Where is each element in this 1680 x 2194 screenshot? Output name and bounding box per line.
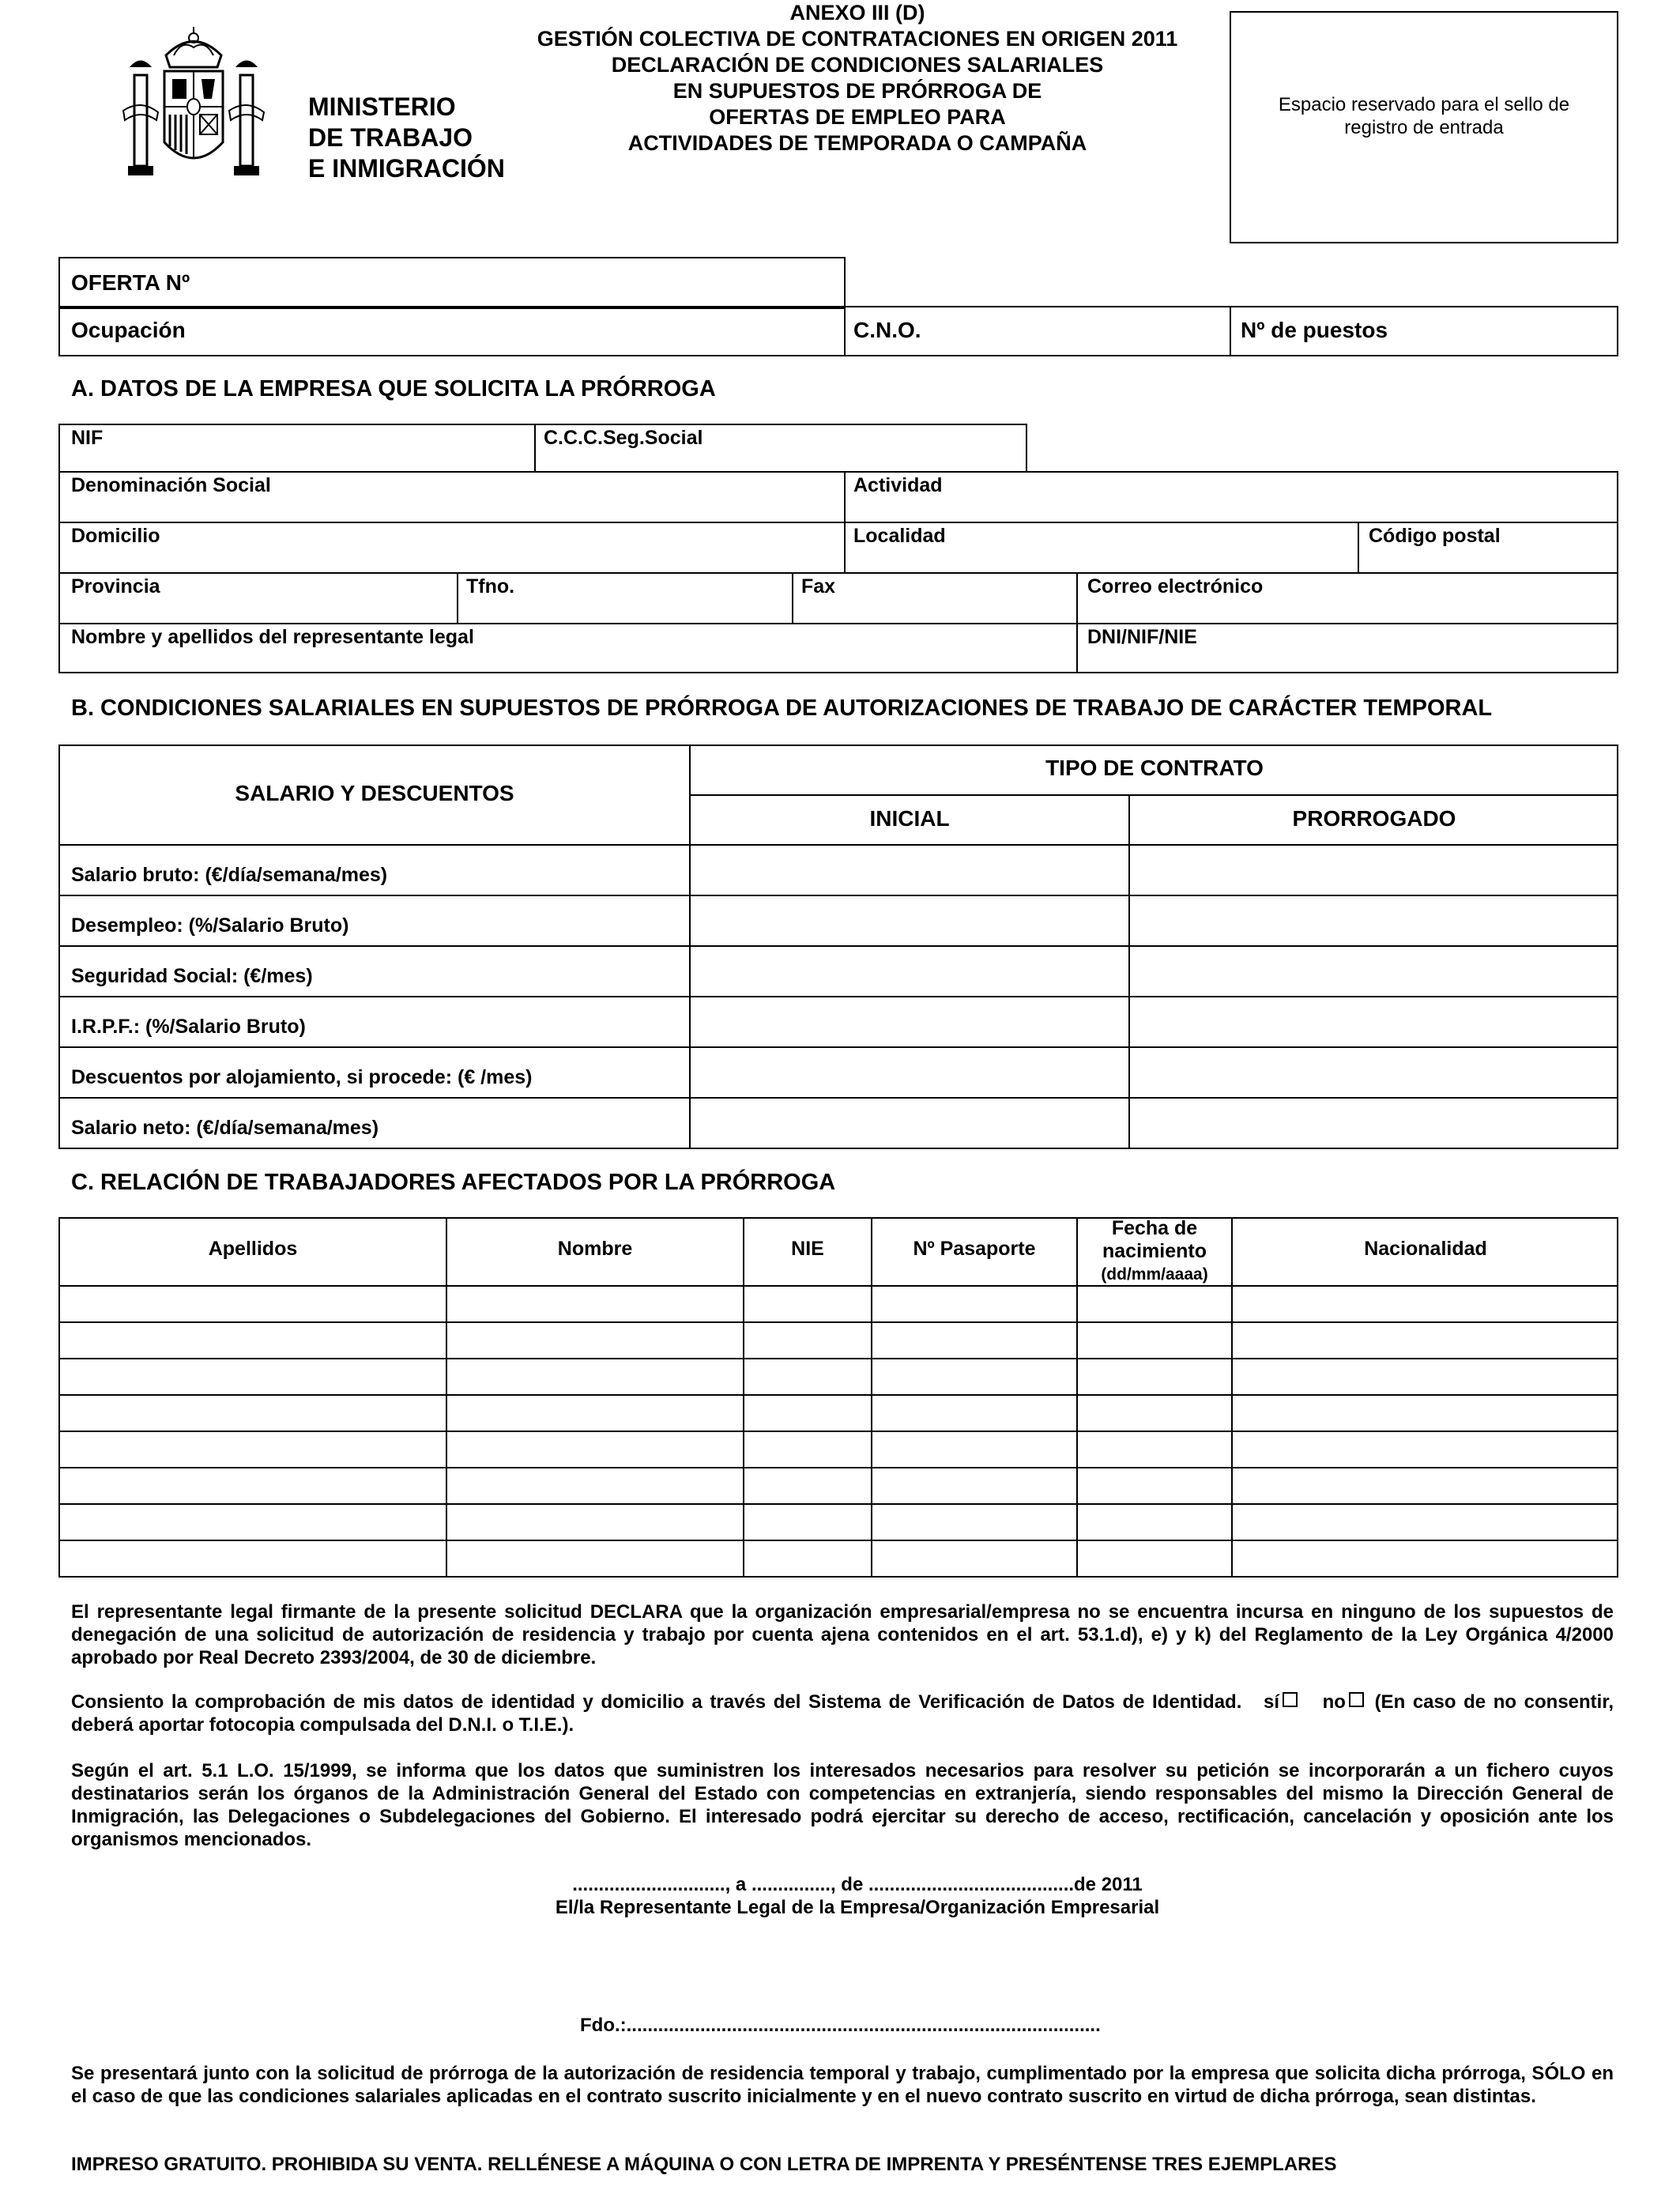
- correo-label: Correo electrónico: [1087, 575, 1264, 598]
- signature-fdo-line[interactable]: Fdo.:..........................................................................................: [580, 2015, 1101, 2036]
- nif-label: NIF: [71, 427, 104, 449]
- ministry-line-3: E INMIGRACIÓN: [308, 154, 505, 183]
- ocupacion-label: Ocupación: [71, 318, 186, 342]
- salary-row-label: Seguridad Social: (€/mes): [71, 965, 313, 987]
- consent-no-label: no: [1322, 1691, 1346, 1713]
- workers-table: [58, 1217, 1618, 1578]
- footer-note: Se presentará junto con la solicitud de prórroga de la autorización de residencia temporal y trabajo, cumplimentado por la empresa que solicita dicha prórroga, SÓLO en el caso de que las condiciones salariales aplicadas en el contrato suscrito inicialmente y en el nuevo contrato suscrito en virtud de dicha prórroga, sean distintas.: [71, 2063, 1614, 2107]
- title-line-2: GESTIÓN COLECTIVA DE CONTRATACIONES EN ORIGEN 2011: [537, 27, 1178, 51]
- dni-label: DNI/NIF/NIE: [1087, 626, 1197, 648]
- declaration-paragraph: El representante legal firmante de la presente solicitud DECLARA que la organización empresarial/empresa no se encuentra incursa en ninguno de los supuestos de denegación de una solicitud de autorización de residencia y trabajo por cuenta ajena contenidos en el art. 53.1.d), e) y k) del Reglamento de la Ley Orgánica 4/2000 aprobado por Real Decreto 2393/2004, de 30 de diciembre.: [71, 1601, 1614, 1668]
- consent-paragraph: [71, 1691, 1614, 1736]
- salary-row-label: Descuentos por alojamiento, si procede: (€ /mes): [71, 1066, 533, 1088]
- salary-row-label: Salario neto: (€/día/semana/mes): [71, 1117, 379, 1139]
- col-pasaporte: Nº Pasaporte: [913, 1238, 1036, 1260]
- col-nie: NIE: [791, 1238, 824, 1260]
- oferta-field[interactable]: [58, 257, 846, 309]
- stamp-area: [1230, 11, 1618, 243]
- tipo-contrato-header: TIPO DE CONTRATO: [1045, 756, 1264, 780]
- localidad-label: Localidad: [853, 525, 946, 547]
- footer-impreso: IMPRESO GRATUITO. PROHIBIDA SU VENTA. RELLÉNESE A MÁQUINA O CON LETRA DE IMPRENTA Y PRESÉNTENSE TRES EJEMPLARES: [71, 2154, 1337, 2175]
- col-fecha: [1078, 1217, 1231, 1286]
- col-fecha-line-2: nacimiento: [1102, 1240, 1207, 1262]
- representante-label: Nombre y apellidos del representante legal: [71, 626, 474, 648]
- inicial-header: INICIAL: [869, 806, 950, 831]
- title-line-3: DECLARACIÓN DE CONDICIONES SALARIALES: [611, 53, 1104, 77]
- col-nombre: Nombre: [557, 1238, 633, 1260]
- nif-row[interactable]: [58, 424, 1027, 473]
- section-a-title: A. DATOS DE LA EMPRESA QUE SOLICITA LA PRÓRROGA: [71, 376, 716, 401]
- provincia-label: Provincia: [71, 575, 160, 598]
- col-fecha-line-3: (dd/mm/aaaa): [1101, 1265, 1208, 1284]
- form-title: [474, 0, 1241, 156]
- signature-role: El/la Representante Legal de la Empresa/Organización Empresarial: [555, 1897, 1160, 1918]
- salary-row-label: I.R.P.F.: (%/Salario Bruto): [71, 1016, 306, 1038]
- ministry-line-2: DE TRABAJO: [308, 123, 473, 152]
- prorrogado-header: PRORROGADO: [1292, 806, 1456, 831]
- consent-si-checkbox[interactable]: [1283, 1692, 1298, 1707]
- denominacion-label: Denominación Social: [71, 474, 271, 496]
- tfno-label: Tfno.: [466, 575, 515, 598]
- domicilio-label: Domicilio: [71, 525, 160, 547]
- consent-si-label: sí: [1264, 1691, 1280, 1713]
- puestos-label: Nº de puestos: [1241, 318, 1388, 342]
- title-line-1: ANEXO III (D): [789, 1, 925, 25]
- ministry-line-1: MINISTERIO: [308, 92, 456, 121]
- section-b-title: B. CONDICIONES SALARIALES EN SUPUESTOS DE PRÓRROGA DE AUTORIZACIONES DE TRABAJO DE CARÁCTER TEMPORAL: [71, 696, 1493, 721]
- title-line-5: OFERTAS DE EMPLEO PARA: [709, 105, 1006, 129]
- title-line-6: ACTIVIDADES DE TEMPORADA O CAMPAÑA: [627, 131, 1087, 155]
- oferta-label: OFERTA Nº: [71, 270, 190, 295]
- actividad-label: Actividad: [853, 474, 943, 496]
- fax-label: Fax: [801, 575, 836, 598]
- consent-text: Consiento la comprobación de mis datos de identidad y domicilio a través del Sistema de Verificación de Datos de Identidad.: [71, 1691, 1242, 1713]
- codigo-postal-label: Código postal: [1369, 525, 1501, 547]
- consent-no-checkbox[interactable]: [1349, 1692, 1364, 1707]
- salario-header: SALARIO Y DESCUENTOS: [235, 781, 514, 805]
- col-apellidos: Apellidos: [208, 1238, 298, 1260]
- ccc-label: C.C.C.Seg.Social: [544, 427, 703, 449]
- col-fecha-line-1: Fecha de: [1111, 1217, 1198, 1239]
- signature-date-line[interactable]: ............................., a ..............., de .......................................de 2011: [572, 1874, 1143, 1895]
- stamp-text: Espacio reservado para el sello de registro de entrada: [1278, 94, 1570, 138]
- title-line-4: EN SUPUESTOS DE PRÓRROGA DE: [672, 79, 1042, 103]
- salary-row-label: Desempleo: (%/Salario Bruto): [71, 914, 349, 937]
- privacy-paragraph: Según el art. 5.1 L.O. 15/1999, se informa que los datos que suministren los interesados necesarios para resolver su petición se incorporarán a un fichero cuyos destinatarios serán los órganos de la Administración General del Estado con competencias en extranjería, siendo responsables del mismo la Dirección General de Inmigración, las Delegaciones o Subdelegaciones del Gobierno. El interesado podrá ejercitar su derecho de acceso, rectificación, cancelación y oposición ante los organismos mencionados.: [71, 1760, 1614, 1850]
- coat-of-arms-logo: [119, 24, 269, 182]
- cno-label: C.N.O.: [853, 318, 921, 342]
- consent-note: (En caso de no consentir, deberá aportar fotocopia compulsada del D.N.I. o T.I.E.).: [71, 1691, 1614, 1736]
- col-nacionalidad: Nacionalidad: [1364, 1238, 1487, 1260]
- salary-row-label: Salario bruto: (€/día/semana/mes): [71, 864, 388, 886]
- section-c-title: C. RELACIÓN DE TRABAJADORES AFECTADOS POR LA PRÓRROGA: [71, 1170, 836, 1195]
